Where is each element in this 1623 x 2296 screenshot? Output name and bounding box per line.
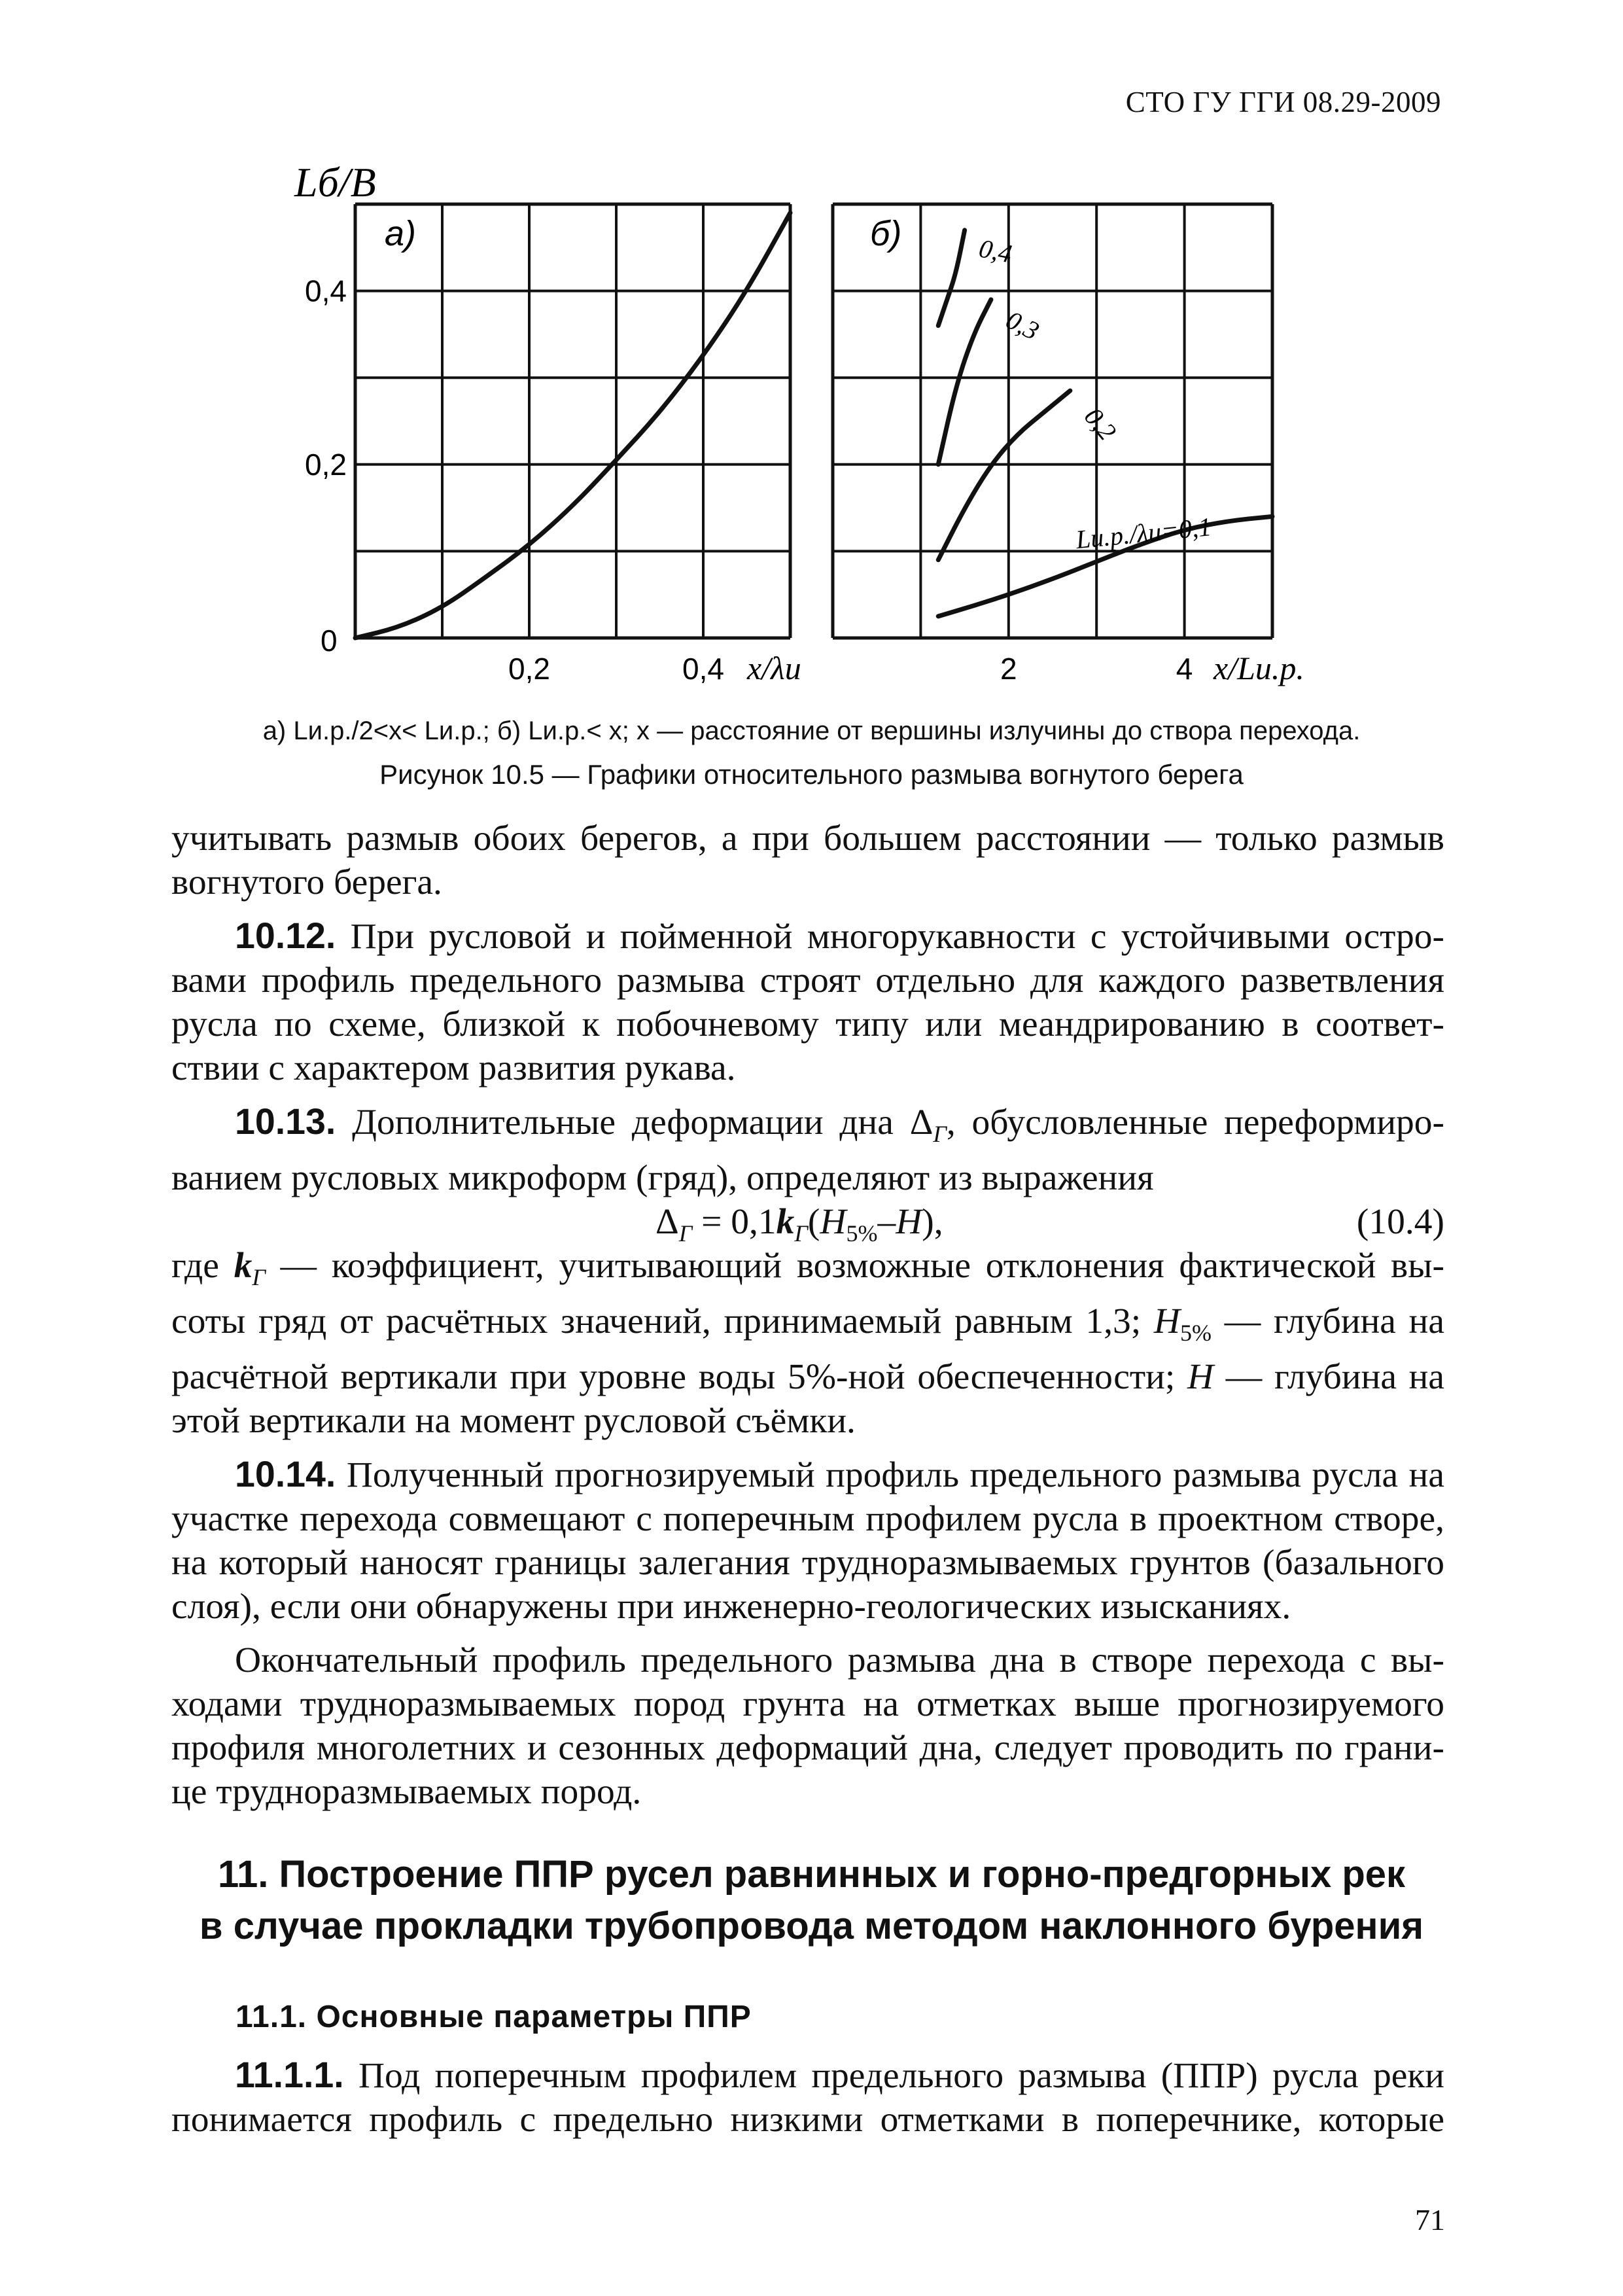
body-text [171, 817, 1444, 1814]
left-panel-grid [355, 204, 790, 638]
tick-layer [305, 274, 1193, 686]
series-label: 0,2 [1078, 402, 1123, 446]
left-x-axis-label: x/λи [747, 650, 801, 686]
figure-10-5 [0, 0, 1623, 694]
clause-number: 10.12. [235, 915, 336, 956]
right-x-axis-label: x/Lи.р. [1213, 650, 1304, 686]
formula-10-4 [171, 1200, 1444, 1247]
left-panel-label: а) [385, 214, 417, 253]
figure-note: а) Lи.р./2<x< Lи.р.; б) Lи.р.< x; x — расстояние от вершины излучины до створа перехода. [262, 716, 1361, 745]
paragraph-10-14: 10.14. Полученный прогнозируемый профиль предельного размыва русла на участке перехода совмещают с поперечным профилем русла в проектном створе, на который наносят границы залегания трудноразмываемых грунтов (базального слоя), если они обнаружены при инженерно-геологических изысканиях. [171, 1454, 1444, 1627]
series-layer [355, 213, 1272, 638]
series-curve [938, 230, 964, 326]
y-tick-label: 0,2 [305, 447, 347, 482]
x-tick-label: 4 [1176, 652, 1193, 686]
series-label: 0,3 [1001, 304, 1044, 346]
paragraph-final-profile: Окончательный профиль предельного размыва дна в створе перехода с выходами трудноразмываемых пород грунта на отметках выше прогнозируемого профиля многолетних и сезонных деформаций дна, следует проводить по границе трудноразмываемых пород. [171, 1640, 1444, 1812]
paragraph-10-13: 10.13. Дополнительные деформации дна $\Delta_Г$, обусловленные переформированием русловых микроформ (гряд), определяют из выражения [171, 1101, 1445, 1199]
series-curve [938, 391, 1070, 560]
x-tick-label: 0,2 [508, 652, 550, 686]
formula-expression: $\Delta_Г = 0,1k_Г(H_{5\%}-H)$, [655, 1202, 943, 1247]
paragraph-10-12: 10.12. При русловой и пойменной многорукавности с устойчивыми островами профиль предельного размыва строят отдельно для каждого разветвления русла по схеме, близкой к побочневому типу или меандрированию в соответствии с характером развития рукава. [171, 915, 1445, 1088]
y-tick-label: 0,4 [305, 274, 347, 308]
clause-number: 10.13. [235, 1101, 336, 1142]
paragraph-continued: учитывать размыв обоих берегов, а при большем расстоянии — только размыв [171, 819, 1444, 858]
series-label: Lи.р./λи=0,1 [1074, 512, 1213, 555]
x-tick-label: 2 [1000, 652, 1017, 686]
right-panel-grid [833, 204, 1272, 638]
paragraph-11-1-1: 11.1.1. Под поперечным профилем предельного размыва (ППР) русла реки понимается профиль с предельно низкими отметками в поперечнике, которые [171, 2055, 1445, 2140]
x-tick-label: 0,4 [682, 652, 724, 686]
series-curve [938, 300, 991, 465]
document-code-header: СТО ГУ ГГИ 08.29-2009 [1125, 86, 1441, 118]
page-number: 71 [1415, 2203, 1445, 2236]
y-axis-title: Lб/B [294, 159, 376, 205]
formula-number: (10.4) [1356, 1202, 1444, 1243]
section-11-title: 11. Построение ППР русел равнинных и горно-предгорных рек в случае прокладки трубопровода методом наклонного бурения [199, 1853, 1424, 1947]
clause-number: 11.1.1. [235, 2055, 344, 2095]
right-panel-label: б) [870, 214, 902, 253]
paragraph-continued-end: вогнутого берега. [171, 862, 442, 902]
series-label: 0,4 [976, 233, 1015, 269]
clause-number: 10.14. [235, 1454, 336, 1495]
figure-caption: Рисунок 10.5 — Графики относительного размыва вогнутого берега [379, 759, 1244, 790]
subsection-11-1-title: 11.1. Основные параметры ППР [236, 2000, 752, 2034]
series-curve [355, 213, 790, 638]
origin-label: 0 [321, 624, 338, 658]
paragraph-where: где $k_Г$ — коэффициент, учитывающий возможные отклонения фактической высоты гряд от расчётных значений, принимаемый равным 1,3; $H_{5\%}$ — глубина на расчётной вертикали при уровне воды 5%-ной обеспеченности; H — глубина на этой вертикали на момент русловой съёмки. [171, 1246, 1445, 1441]
